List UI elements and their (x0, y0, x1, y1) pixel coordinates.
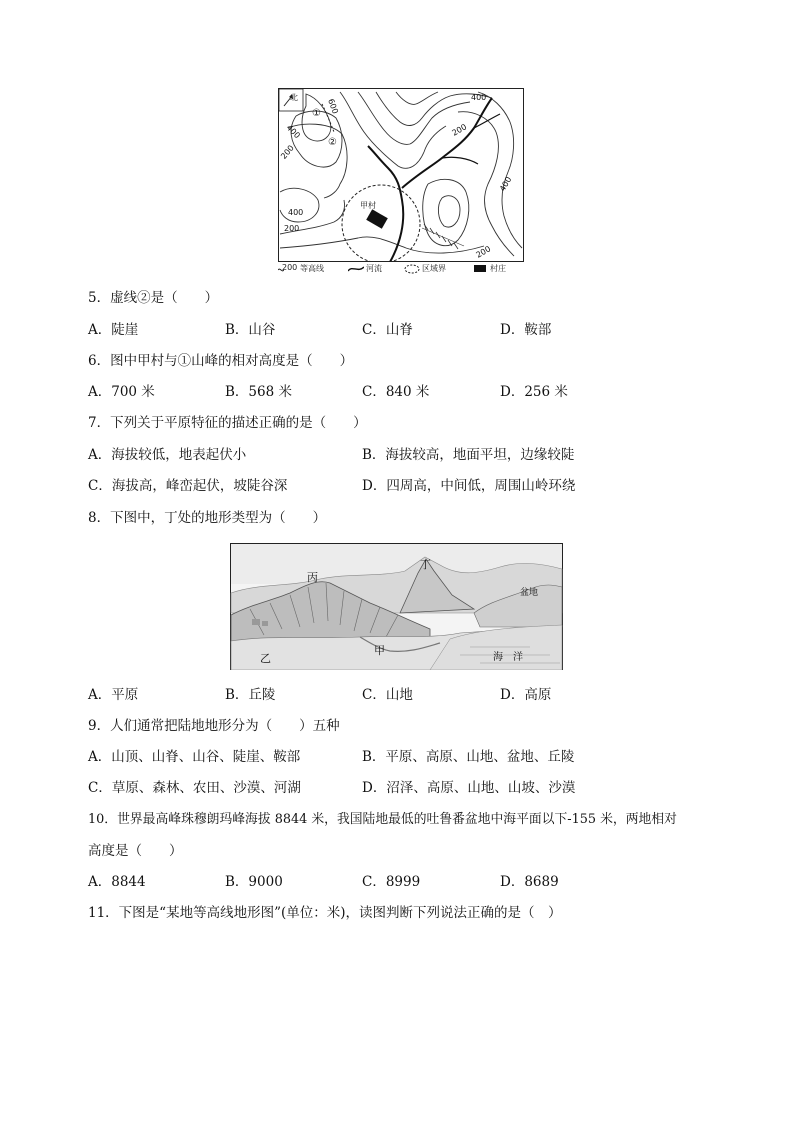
question-6-stem: 6．图中甲村与①山峰的相对高度是（ ） (88, 353, 354, 369)
contour-label-400: 400 (497, 175, 514, 193)
legend-village: 村庄 (490, 264, 506, 273)
contour-label-400: 400 (288, 208, 304, 217)
question-9-stem: 9．人们通常把陆地地形分为（ ）五种 (88, 718, 340, 734)
region-legend-icon (404, 264, 420, 274)
contour-label-200: 200 (474, 244, 493, 260)
contour-label-400: 400 (284, 123, 302, 141)
q7-option-b: B．海拔较高，地面平坦，边缘较陡 (362, 447, 575, 463)
question-10-stem-line-1: 10．世界最高峰珠穆朗玛峰海拔 8844 米，我国陆地最低的吐鲁番盆地中海平面以下-155 米，两地相对 (88, 812, 677, 827)
q5-option-d: D．鞍部 (500, 322, 552, 338)
q8-option-d: D．高原 (500, 687, 552, 703)
contour-label-400: 400 (471, 93, 487, 102)
q6-option-a: A．700 米 (88, 384, 155, 400)
landscape-figure (230, 543, 563, 670)
q7-option-a: A．海拔较低，地表起伏小 (88, 447, 247, 463)
q8-option-a: A．平原 (88, 687, 139, 703)
legend-river: 河流 (366, 264, 382, 273)
label-basin: 盆地 (520, 588, 539, 598)
q9-option-b: B．平原、高原、山地、盆地、丘陵 (362, 749, 575, 765)
contour-map (278, 88, 524, 262)
q5-option-b: B．山谷 (225, 322, 276, 338)
legend-area: 区域界 (422, 264, 446, 273)
q7-option-d: D．四周高，中间低，周围山岭环绕 (362, 478, 576, 494)
label-ocean: 海 洋 (493, 652, 523, 663)
q6-option-c: C．840 米 (362, 384, 430, 400)
contour-label-600: 600 (326, 97, 340, 116)
question-7-stem: 7．下列关于平原特征的描述正确的是（ ） (88, 415, 367, 431)
q8-option-b: B．丘陵 (225, 687, 276, 703)
peak-1-label: ① (312, 108, 321, 119)
question-8-stem: 8．下图中，丁处的地形类型为（ ） (88, 510, 327, 526)
q5-option-a: A．陡崖 (88, 322, 139, 338)
contour-label-200: 200 (284, 224, 300, 233)
q9-option-c: C．草原、森林、农田、沙漠、河湖 (88, 780, 301, 796)
q10-option-a: A．8844 (88, 874, 146, 890)
question-11-stem: 11．下图是“某地等高线地形图”(单位：米)，读图判断下列说法正确的是（ ） (88, 905, 562, 921)
q10-option-c: C．8999 (362, 874, 421, 890)
north-label: 北 (290, 93, 298, 102)
legend-contour-value: 200 (282, 263, 298, 272)
q8-option-c: C．山地 (362, 687, 413, 703)
q7-option-c: C．海拔高，峰峦起伏，坡陡谷深 (88, 478, 288, 494)
contour-label-200: 200 (279, 143, 296, 161)
label-jia: 甲 (374, 644, 385, 657)
river-legend-icon (348, 265, 364, 273)
village-label: 甲村 (360, 201, 376, 210)
label-ding: 丁 (420, 558, 431, 571)
q10-option-b: B．9000 (225, 874, 283, 890)
q5-option-c: C．山脊 (362, 322, 413, 338)
question-10-stem-line-2: 高度是（ ） (88, 843, 183, 859)
legend-contour: 等高线 (300, 264, 324, 273)
map-legend (278, 263, 530, 275)
line-2-label: ② (328, 137, 337, 148)
q9-option-a: A．山顶、山脊、山谷、陡崖、鞍部 (88, 749, 301, 765)
q6-option-b: B．568 米 (225, 384, 292, 400)
label-yi: 乙 (260, 652, 271, 665)
contour-label-200: 200 (450, 122, 469, 138)
q10-option-d: D．8689 (500, 874, 559, 890)
q9-option-d: D．沼泽、高原、山地、山坡、沙漠 (362, 780, 576, 796)
q6-option-d: D．256 米 (500, 384, 568, 400)
question-5-stem: 5．虚线②是（ ） (88, 290, 219, 306)
label-bing: 丙 (307, 571, 318, 584)
village-legend-icon (474, 265, 486, 272)
